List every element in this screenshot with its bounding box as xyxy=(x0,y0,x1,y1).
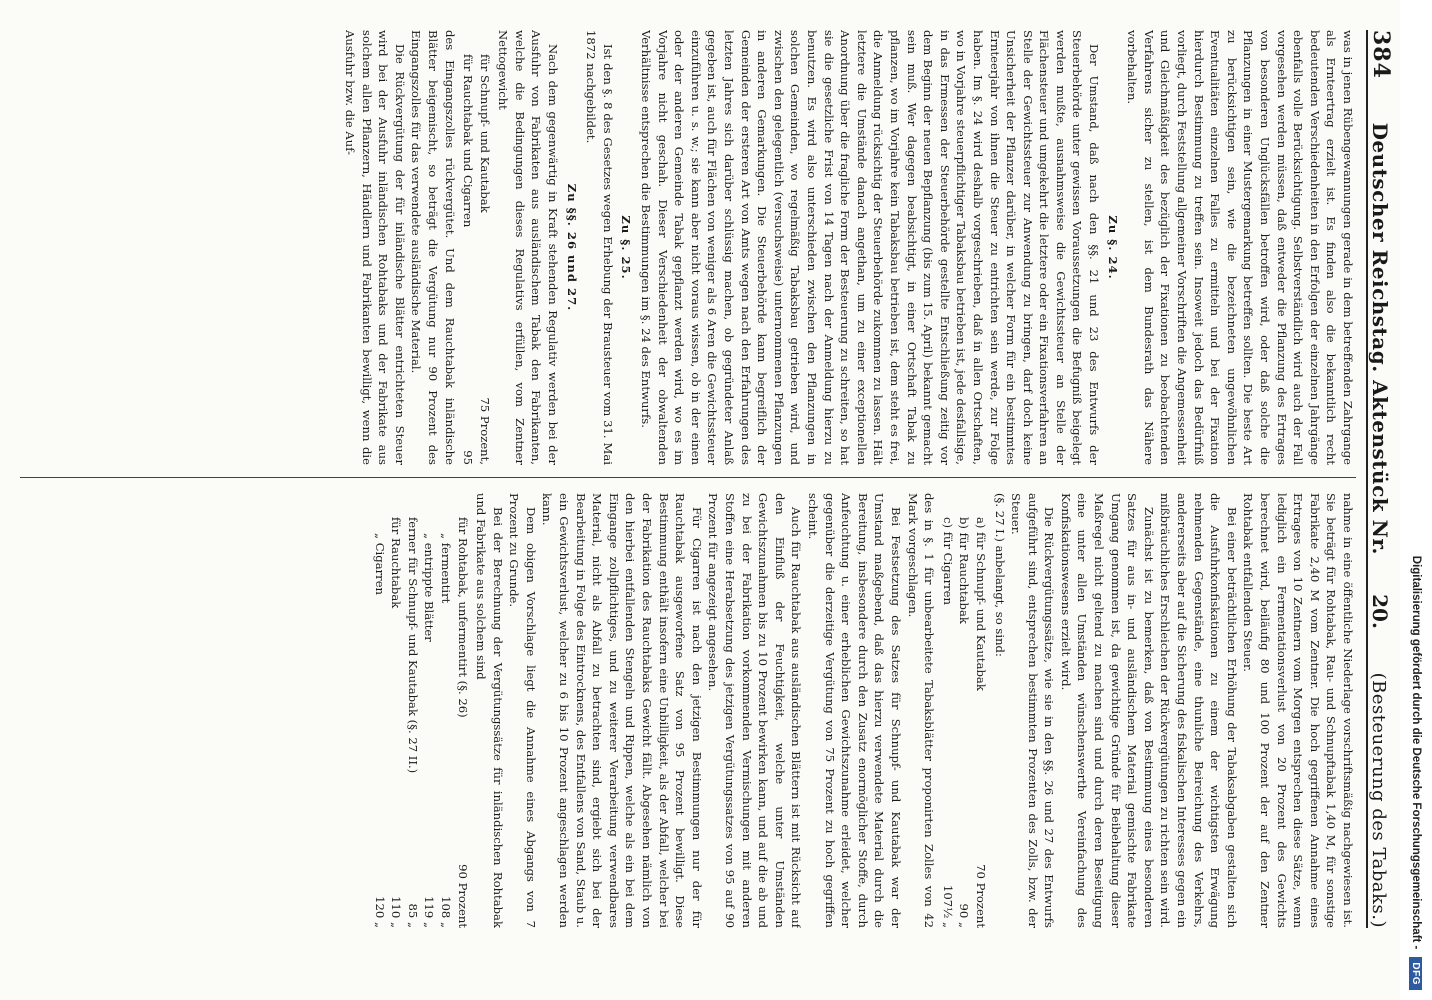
section-heading: Zu §§. 26 und 27. xyxy=(564,183,579,312)
paragraph: Bei einer beträchtlichen Erhöhung der Tabaksabgaben gestalten sich die Ausfuhrkonfiskationen zu einem der wichtigsten Erwägung nehmenden Gegenstände, eine thunliche Beireichung des Verkehrs, andererseits aber auf die Sicherung des fiskalischen Interesses gegen ein mißbräuchliches Erschleichen der Rückvergütungen zu richten sein wird. xyxy=(1158,493,1239,928)
header-title-group xyxy=(1368,123,1392,629)
rate-label: für Rohtabak, unfermentirt (§. 26) xyxy=(455,517,470,718)
dfg-logo: DFG xyxy=(1410,957,1423,990)
paragraph: Für Cigarren ist nach den jetzigen Bestimmungen nur der für Rauchtabak ausgeworfene Satz von 95 Prozent bewilligt. Diese Bestimmung enthält insofern eine Unbilligkeit, als der Abfall, welcher bei der Fabrikation des Rauchtabaks Gewicht fällt. Abgesehen nämlich von den hierbei entfallenden Stengeln und Rippen, welche als ein bei dem Eingange zollpflichtiges, und zu weiterer Verarbeitung verwendbares Material, nicht als Abfall zu betrachten sind, ergiebt sich bei der Bearbeitung in Folge des Eintrocknens, des Entfallens von Sand, Staub u. ein Gewichtsverlust, welcher zu 6 bis 10 Prozent angeschlagen werden kann. xyxy=(540,493,704,928)
rate-label: b) für Rauchtabak xyxy=(957,517,972,624)
rate-value: 110 „ xyxy=(389,896,404,928)
rate-row xyxy=(956,493,973,928)
rate-row xyxy=(371,493,388,928)
paragraph: Bei der Berechnung der Vergütungssätze für inländischen Rohtabak und Fabrikate aus solchem sind xyxy=(474,493,505,928)
rate-value: 90 „ xyxy=(957,903,972,928)
paragraph: Die Rückvergütung der für inländische Blätter entrichteten Steuer wird bei der Ausfuhr inländischen Rohtabaks und der Fabrikate aus solchem allen Pflanzern, Händlern und Fabrikanten bewilligt, wenn die Ausfuhr bzw. die Auf- xyxy=(342,30,407,465)
rate-value: 90 Prozent xyxy=(455,864,470,928)
rate-value: 120 „ xyxy=(372,896,387,928)
section-heading: Zu §. 25. xyxy=(619,215,634,280)
rate-row xyxy=(460,30,477,465)
page-number: 384 xyxy=(1368,30,1394,79)
rate-value: 107½ „ xyxy=(940,884,955,928)
rate-value: 108 „ xyxy=(438,896,453,928)
header-subtitle: (Besteuerung des Tabaks.) xyxy=(1368,672,1389,928)
paragraph: Ist den §. 8 des Gesetzes wegen Erhebung der Brausteuer vom 31. Mai 1872 nachgebildet. xyxy=(584,30,615,465)
paragraph: Dem obigen Vorschlage liegt die Annahme eines Abgangs von 7 Prozent zu Grunde. xyxy=(507,493,538,928)
paragraph: des in §. 1 für unbearbeitete Tabaksblätter proponirten Zolles von 42 Mark vorgeschlagen. xyxy=(905,493,937,928)
paragraph: Nach dem gegenwärtig in Kraft stehenden Regulativ werden bei der Ausfuhr von Fabrikaten aus ausländischem Tabak den Fabrikanten, welche die Bedingungen dieses Regulativs erfüllen, vom Zentner Nettogewicht xyxy=(496,30,561,465)
rate-label: c) für Cigarren xyxy=(940,517,955,606)
digitization-credit-strip xyxy=(1400,0,1432,1000)
rate-value: 95 xyxy=(461,450,476,465)
rate-row xyxy=(972,493,989,928)
rate-label: „ Cigarren xyxy=(372,533,387,596)
rate-list xyxy=(371,493,471,928)
paragraph: Der Umstand, daß nach den §§. 21 und 23 des Entwurfs der Steuerbehörde unter gewissen Voraussetzungen die Befugniß beigelegt werden mußte, ausnahmsweise die Gewichtssteuer an Stelle der Flächensteuer und umgekehrt die letztere oder ein Fixationsverfahren an Stelle der Gewichtssteuer zur Anwendung zu bringen, darf doch keine Unsicherheit der Pflanzer darüber, in welcher Form für ein bestimmtes Ernteerjahr von ihnen die Steuer zu entrichten sein werde, zur Folge haben. Im §. 24 wird deshalb vorgeschrieben, daß in allen Ortschaften, wo in Vorjahre steuerpflichtiger Tabaksbau betrieben ist, jede desfallsige, in das Ermessen der Steuerbehörde gestellte Entschließung zeitig vor dem Beginn der neuen Bepflanzung (bis zum 15. April) bekannt gemacht sein muß. Wer dagegen beabsichtigt, in einer Ortschaft Tabak zu pflanzen, wo im Vorjahre kein Tabaksbau betrieben ist, dem steht es frei, die Anmeldung rücksichtig der Steuerbehörde zukommen zu lassen. Hält letztere die Umstände danach angethan, um zu einer exceptionellen Anordnung über die fragliche Form der Besteuerung zu schreiten, so hat sie die gesetzliche Frist von 14 Tagen nach der Anmeldung hierzu zu benutzen. Es wird also unterschieden zwischen den Pflanzungen in solchen Gemeinden, wo regelmäßig Tabaksbau getrieben wird, und zwischen den gelegentlich (versuchsweise) unternommenen Pflanzungen in anderen Gemarkungen. Die Steuerbehörde kann begreiflich der Gemeinden der ersteren Art von Amts wegen nach den Erfahrungen des letzten Jahres sich darüber schlüssig machen, ob gegründeter Anlaß gegeben ist, auch für Flächen von weniger als 6 Aren die Gewichtssteuer einzuführen u. s. w.; sie kann aber nicht voraus wissen, ob in der einen oder der anderen Gemeinde Tabak gepflanzt werden wird, wo es im Vorjahre nicht geschah. Dieser Verschiedenheit der obwaltenden Verhältnisse entsprechen die Bestimmungen im §. 24 des Entwurfs. xyxy=(639,30,1102,465)
rate-label: „ entrippte Blätter xyxy=(422,533,437,642)
rate-value: 70 Prozent xyxy=(973,864,988,928)
rate-label: für Schnupf- und Kautabak xyxy=(477,54,492,213)
section-heading: Zu §. 24. xyxy=(1105,215,1120,280)
rate-row xyxy=(454,493,471,928)
document-number: 20. xyxy=(1368,594,1392,629)
rate-value: 119 „ xyxy=(422,896,437,928)
rate-row xyxy=(421,493,438,928)
rate-label: a) für Schnupf- und Kautabak xyxy=(973,517,988,691)
rate-label: „ fermentirt xyxy=(438,533,453,604)
paragraph: was in jenen Rübengewannungen gerade in dem betreffenden Zahrgange als Ernteertrag erzielt ist. Es finden also die bekanntlich recht bedeutenden Verschiedenheiten in den Erfolgen der einzelnen Jahrgänge ebenfalls volle Berücksichtigung. Selbstverständlich wird auch der Fall vorgesehen werden müssen, daß entweder die Pflanzung des Ertrages von besonderen Unglücksfällen betroffen wird, oder daß solche die Pflanzungen in einer Mustergemarkung betreffen sollten. Die beste Art zu berücksichtigen sein, wie die bezeichneten ungewöhnlichen Eventualitäten einzelnen Falles zu ermitteln und bei der Fixation hierdurch Bestimmung zu treffen sein. Insoweit jedoch das Bedürfniß vorliegt, durch Feststellung allgemeiner Vorschriften die Angemessenheit und Gleichmäßigkeit des bezüglich der Fixationen zu beobachtenden Verfahrens sicher zu stellen, ist dem Bundesrath das Nähere vorbehalten. xyxy=(1125,30,1355,465)
paragraph: Auch für Rauchtabak aus ausländischen Blättern ist mit Rücksicht auf den Einfluß der Feuchtigkeit, welche unter Umständen Gewichtszunahmen bis zu 10 Prozent bewirken kann, und auf die ab und zu bei der Fabrikation vorkommenden Vermischungen mit anderen Stoffen eine Herabsetzung des jetzigen Vergütungssatzes von 95 auf 90 Prozent für angezeigt angesehen. xyxy=(706,493,804,928)
rate-row xyxy=(404,493,421,928)
paragraph: (§. 27 I.) anbelangt, so sind: xyxy=(992,493,1007,657)
paragraph: Bei Festsetzung des Satzes für Schnupf- und Kautabak war der Umstand maßgebend, daß das hierzu verwendete Material durch die Bereitung, insbesondere durch den Zusatz enormöglicher Stoffe, durch Anfeuchtung u. einer erheblichen Gewichtszunahme erleidet, welcher gegenüber die derzeitige Vergütung von 75 Prozent zu hoch gegriffen scheint. xyxy=(806,493,903,928)
rate-row xyxy=(939,493,956,928)
paragraph: nahme in eine öffentliche Niederlage vorschriftsmäßig nachgewiesen ist. Sie beträgt für Rohtabak, Rau- und Schnupftabak 1,40 M, für sonstige Fabrikate 2,40 M vom Zentner. Die hoch gegriffenen Annahme eines Ertrages von 10 Zentnern vom Morgen entsprechen diese Sätze, wenn lediglich ein Fermentationsverlust von 20 Prozent des Gewichts berechnet wird, beiläufig 80 und 100 Prozent der auf den Zentner Rohtabak entfallenden Steuer. xyxy=(1241,493,1355,928)
right-column xyxy=(20,493,1356,928)
rate-list xyxy=(460,30,493,465)
digitization-credit xyxy=(1400,0,1432,1000)
paragraph: des Eingangszolles rückvergütet. Und dem Rauchtabak inländische Blätter beigemischt, so beträgt die Vergütung nur 90 Prozent des Eingangszolles für das verwendete ausländische Material. xyxy=(409,30,457,465)
rate-row xyxy=(476,30,493,465)
credit-text: Digitalisierung gefördert durch die Deutsche Forschungsgemeinschaft - xyxy=(1410,555,1422,950)
rate-value: 75 Prozent, xyxy=(477,397,492,465)
rate-label: ferner für Schnupf- und Kautabak (§. 27 II.) xyxy=(405,517,420,774)
column-divider xyxy=(20,477,1356,478)
rate-row xyxy=(388,493,405,928)
rate-value: 85 „ xyxy=(405,903,420,928)
rate-list xyxy=(939,493,989,928)
rate-label: für Rauchtabak xyxy=(389,517,404,609)
rate-row xyxy=(437,493,454,928)
header-title: Deutscher Reichstag. Aktenstück Nr. xyxy=(1368,122,1392,556)
paragraph: Zunächst ist zu bemerken, daß von Bestimmung eines besonderen Satzes für aus in- und ausländischem Material gemischte Fabrikate Umgang genommen ist, da gewichtige Gründe für Beibehaltung dieser Maßregel nicht geltend zu machen sind und durch deren Beseitigung eine unter allen Umständen wünschenswerthe Vereinfachung des Konfiskationswesens erzielt wird. xyxy=(1058,493,1156,928)
paragraph: Die Rückvergütungssätze, wie sie in den §§. 26 und 27 des Entwurfs aufgeführt sind, entsprechen bestimmten Prozenten des Zolls, bzw. der Steuer. xyxy=(1009,493,1057,928)
left-column xyxy=(20,30,1356,465)
rate-label: für Rauchtabak und Cigarren xyxy=(461,54,476,228)
